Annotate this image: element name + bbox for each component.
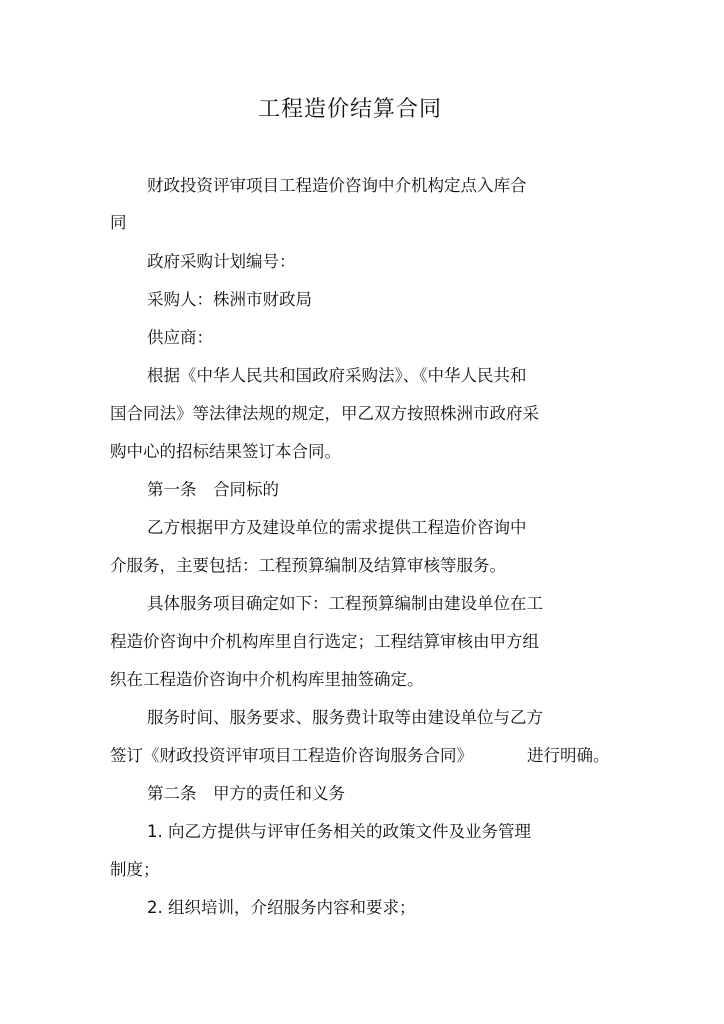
list-item: 2. 组织培训，介绍服务内容和要求； [147,898,416,917]
list-item-continuation: 制度； [110,860,160,879]
supplier-label: 供应商： [147,328,213,347]
article-2-heading: 第二条 甲方的责任和义务 [147,784,345,803]
paragraph-line: 根据《中华人民共和国政府采购法》、《中华人民共和 [147,366,527,385]
procurement-plan-number-label: 政府采购计划编号： [147,252,296,271]
paragraph-line: 财政投资评审项目工程造价咨询中介机构定点入库合 [147,176,527,195]
paragraph-line: 同 [110,213,127,232]
paragraph-line: 乙方根据甲方及建设单位的需求提供工程造价咨询中 [147,518,527,537]
document-title: 工程造价结算合同 [257,97,442,122]
paragraph-line: 服务时间、服务要求、服务费计取等由建设单位与乙方 [147,708,543,727]
article-1-heading: 第一条 合同标的 [147,480,279,499]
purchaser-line: 采购人：株洲市财政局 [147,290,312,309]
paragraph-line-tail: 进行明确。 [527,746,610,765]
paragraph-line: 程造价咨询中介机构库里自行选定；工程结算审核由甲方组 [110,632,539,651]
paragraph-line: 签订《财政投资评审项目工程造价咨询服务合同》 [110,746,473,765]
paragraph-line: 织在工程造价咨询中介机构库里抽签确定。 [110,670,424,689]
paragraph-line: 国合同法》等法律法规的规定，甲乙双方按照株洲市政府采 [110,404,539,423]
paragraph-line: 购中心的招标结果签订本合同。 [110,442,341,461]
paragraph-line: 具体服务项目确定如下：工程预算编制由建设单位在工 [147,594,543,613]
paragraph-line: 介服务，主要包括：工程预算编制及结算审核等服务。 [110,556,506,575]
list-item: 1. 向乙方提供与评审任务相关的政策文件及业务管理 [147,822,531,841]
